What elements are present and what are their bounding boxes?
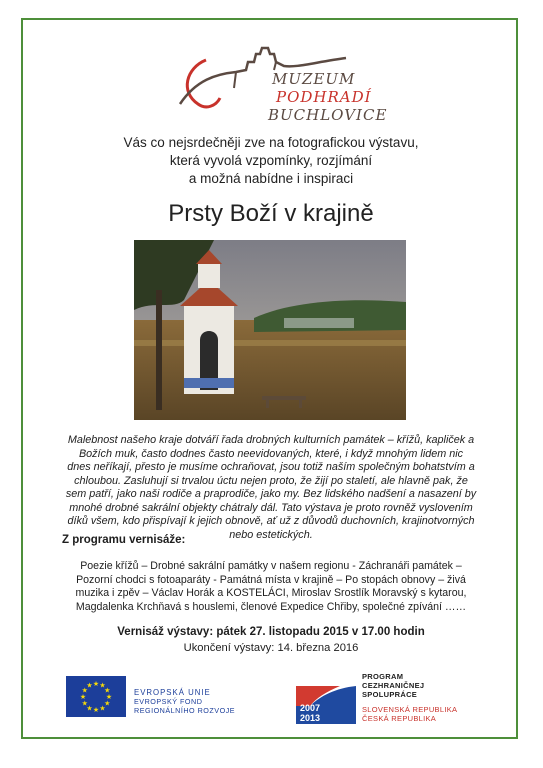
logo-line-3: BUCHLOVICE — [268, 106, 388, 124]
description-line: Malebnost našeho kraje dotváří řada drobných kulturních památek – křížů, kapliček a — [67, 434, 475, 446]
program-line: muzika i zpěv – Václav Horák a KOSTELÁCI, Miroslav Srostlík Moravský s kytarou, — [75, 587, 467, 599]
chapel-photo — [134, 240, 406, 420]
eu-star-icon: ★ — [81, 687, 88, 695]
description-line: nebo estetických. — [229, 528, 313, 541]
program-line: Poezie křížů – Drobné sakrální památky v našem regionu - Záchranáři památek – — [80, 560, 462, 572]
closing-date: Ukončení výstavy: 14. března 2016 — [183, 642, 359, 654]
eu-star-icon: ★ — [79, 694, 87, 701]
eu-star-icon: ★ — [86, 705, 93, 713]
programme-line-1: PROGRAM — [362, 672, 404, 681]
description-paragraph — [60, 434, 482, 542]
description-line: chloubou. Zasluhují si trvalou úctu nejen proto, že žijí po staletí, ale hlavně pak, že — [74, 474, 468, 487]
eu-star-icon: ★ — [104, 687, 111, 695]
program-line: Pozorní chodci s fotoaparáty - Památná místa v krajině – Po stopách obnovy – živá — [76, 573, 466, 586]
program-heading: Z programu vernisáže: — [62, 534, 186, 546]
eu-star-icon: ★ — [104, 700, 111, 708]
eu-star-icon: ★ — [99, 682, 106, 690]
intro-line: která vyvolá vzpomínky, rozjímání — [169, 153, 373, 168]
description-line: dnes neříkají, přesto je musíme ochraňovat, jsou totiž naším společným bohatstvím a — [67, 461, 475, 473]
program-line: Magdalenka Krchňavá s houslemi, členové Expedice Chřiby, společné zpívání …… — [75, 600, 467, 613]
eu-flag-icon — [66, 676, 126, 717]
invitation-text — [60, 134, 482, 188]
vernissage-date: Vernisáž výstavy: pátek 27. listopadu 2015 v 17.00 hodin — [117, 626, 425, 638]
programme-line-2: CEZHRANIČNEJ — [362, 681, 425, 690]
intro-line: a možná nabídne i inspiraci — [188, 171, 354, 186]
eu-line-3: REGIONÁLNÍHO ROZVOJE — [134, 706, 236, 715]
eu-star-icon: ★ — [81, 700, 88, 708]
eu-star-icon: ★ — [99, 705, 106, 713]
programme-line-3: SPOLUPRÁCE — [362, 690, 418, 699]
description-line: díků všem, kdo přispívají k jejich obnově, ať už z důvodů duchovních, krajinotvorných — [67, 515, 475, 527]
programme-years — [300, 703, 320, 723]
eu-star-icon: ★ — [92, 707, 100, 714]
eu-star-icon: ★ — [92, 681, 100, 688]
programme-line-4: SLOVENSKÁ REPUBLIKA — [362, 705, 458, 714]
description-line: sem patří, jako naši rodiče a praprodiče, jako my. Bez lidského nadšení a nasazení by — [65, 488, 477, 500]
eu-star-icon: ★ — [86, 682, 93, 690]
description-line: Božích muk, často dodnes často neevidovaných, které, i když mnohým lidem nic — [78, 447, 464, 460]
eu-line-1: EVROPSKÁ UNIE — [134, 688, 211, 697]
eu-label — [134, 688, 235, 715]
eu-line-2: EVROPSKÝ FOND — [134, 697, 203, 706]
programme-year-start: 2007 — [300, 703, 321, 713]
programme-year-end: 2013 — [300, 713, 321, 723]
program-list — [60, 560, 482, 614]
programme-label — [362, 672, 457, 723]
museum-logo — [176, 40, 388, 124]
programme-line-5: ČESKÁ REPUBLIKA — [362, 714, 437, 723]
exhibition-title: Prsty Boží v krajině — [168, 200, 374, 227]
intro-line: Vás co nejsrdečněji zve na fotografickou výstavu, — [123, 135, 419, 150]
logo-line-1: MUZEUM — [272, 70, 356, 88]
eu-star-icon: ★ — [105, 694, 113, 701]
logo-line-2: PODHRADÍ — [276, 88, 372, 106]
description-line: mnohé drobné sakrální objekty chátraly dál. Tato výstava je proto rovněž vyslovením — [69, 501, 473, 514]
